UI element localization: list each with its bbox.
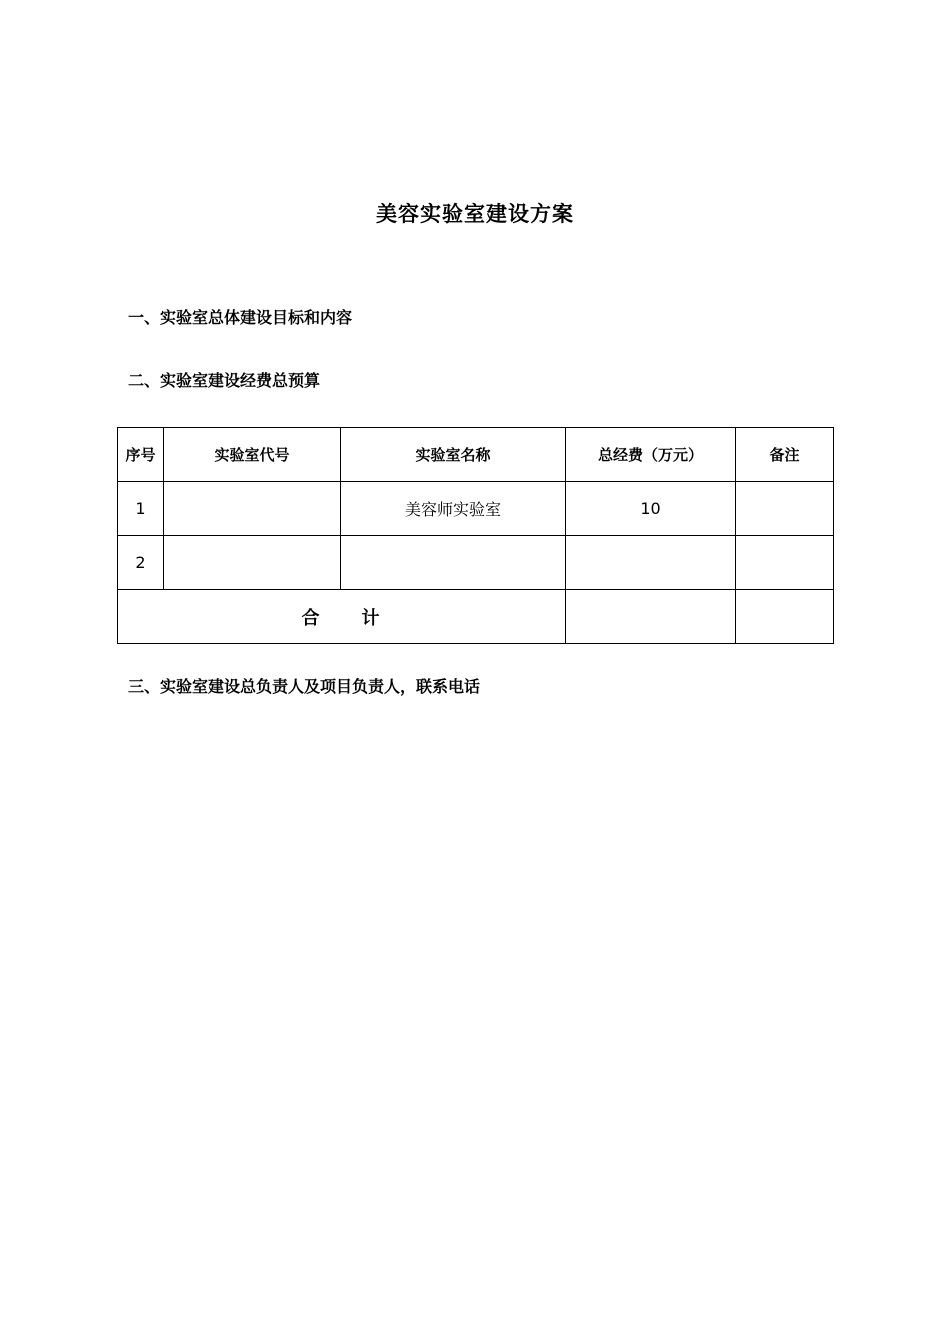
- section-heading-goals: 一、实验室总体建设目标和内容: [128, 308, 353, 327]
- header-index: 序号: [118, 428, 164, 482]
- header-lab-code: 实验室代号: [164, 428, 341, 482]
- document-title: 美容实验室建设方案: [376, 202, 574, 226]
- cell-lab-name: [341, 536, 566, 590]
- cell-lab-code: [164, 482, 341, 536]
- cell-note: [736, 536, 834, 590]
- table-row: [118, 482, 834, 536]
- cell-total-cost: [566, 536, 736, 590]
- cell-index: 1: [118, 482, 164, 536]
- header-total-cost: 总经费（万元）: [566, 428, 736, 482]
- total-label: 合 计: [118, 590, 566, 644]
- cell-index: 2: [118, 536, 164, 590]
- total-note: [736, 590, 834, 644]
- table-total-row: [118, 590, 834, 644]
- section-heading-budget: 二、实验室建设经费总预算: [128, 371, 321, 390]
- cell-total-cost: 10: [566, 482, 736, 536]
- section-heading-contacts: 三、实验室建设总负责人及项目负责人，联系电话: [128, 677, 481, 696]
- cell-note: [736, 482, 834, 536]
- cell-lab-code: [164, 536, 341, 590]
- budget-table: [117, 427, 834, 644]
- table-header-row: [118, 428, 834, 482]
- table-row: [118, 536, 834, 590]
- total-cost: [566, 590, 736, 644]
- header-note: 备注: [736, 428, 834, 482]
- cell-lab-name: 美容师实验室: [341, 482, 566, 536]
- header-lab-name: 实验室名称: [341, 428, 566, 482]
